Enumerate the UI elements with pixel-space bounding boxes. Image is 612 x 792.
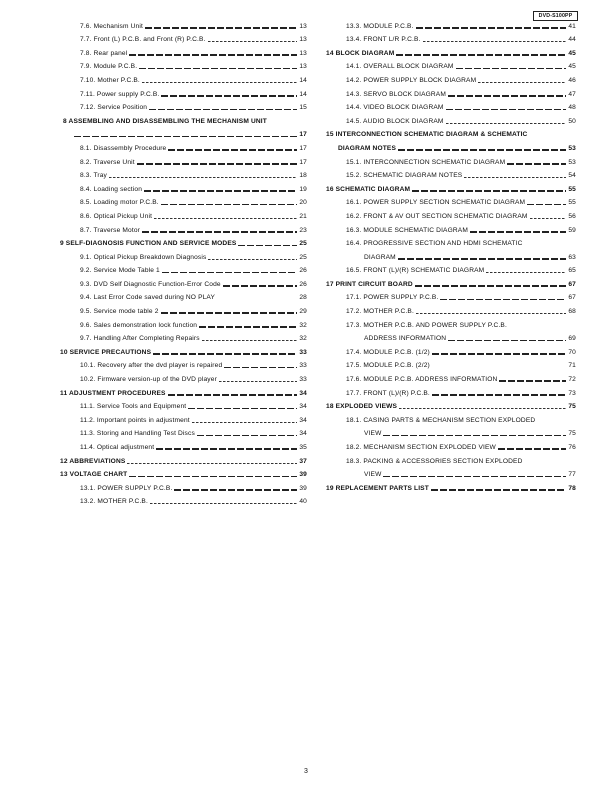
model-number-tag: DVD-S100PP	[533, 11, 578, 21]
toc-entry-title: 14.3. SERVO BLOCK DIAGRAM	[346, 90, 447, 98]
toc-entry-page: 78	[568, 484, 576, 492]
toc-entry-title: 16.4. PROGRESSIVE SECTION AND HDMI SCHEMATIC	[346, 240, 523, 248]
toc-entry-14-3[interactable]	[326, 85, 576, 99]
dot-leader	[223, 285, 297, 287]
dot-leader	[498, 448, 566, 450]
dot-leader	[156, 448, 297, 450]
toc-entry-page: 13	[299, 22, 307, 30]
toc-entry-11-2[interactable]	[60, 411, 307, 425]
toc-entry-title: 7.6. Mechanism Unit	[80, 22, 143, 30]
toc-entry-8-2[interactable]	[60, 153, 307, 167]
dot-leader	[144, 190, 297, 192]
toc-entry-18-2[interactable]	[326, 438, 576, 452]
toc-entry-title: 14.1. OVERALL BLOCK DIAGRAM	[346, 63, 454, 71]
toc-entry-13[interactable]	[60, 466, 307, 480]
toc-entry-page: 41	[568, 22, 576, 30]
toc-entry-page: 75	[568, 430, 576, 438]
toc-entry-title: 13.2. MOTHER P.C.B.	[80, 498, 148, 506]
toc-entry-title: 7.7. Front (L) P.C.B. and Front (R) P.C.B.	[80, 36, 206, 44]
dot-leader	[149, 109, 297, 111]
toc-entry-title: VIEW	[364, 471, 382, 479]
dot-leader	[396, 54, 566, 56]
toc-entry-title: 8 ASSEMBLING AND DISASSEMBLING THE MECHANISM UNIT	[63, 117, 267, 125]
toc-entry-page: 34	[299, 416, 307, 424]
toc-entry-16-4[interactable]	[326, 248, 576, 262]
toc-entry-title: 17.4. MODULE P.C.B. (1/2)	[346, 348, 430, 356]
toc-entry-page: 34	[299, 389, 307, 397]
toc-entry-9-7[interactable]	[60, 330, 307, 344]
toc-entry-title: 11.3. Storing and Handling Test Discs	[80, 430, 195, 438]
dot-leader	[161, 204, 297, 206]
toc-entry-title: 13.1. POWER SUPPLY P.C.B.	[80, 484, 173, 492]
toc-entry-page: 19	[299, 185, 307, 193]
toc-entry-title: 9.3. DVD Self Diagnostic Function-Error Code	[80, 280, 221, 288]
toc-entry-title: 8.7. Traverse Motor	[80, 226, 141, 234]
toc-entry-title: 16.5. FRONT (L)/(R) SCHEMATIC DIAGRAM	[346, 267, 485, 275]
toc-entry-title: 7.11. Power supply P.C.B.	[80, 90, 160, 98]
toc-entry-13-4[interactable]	[326, 31, 576, 45]
dot-leader	[416, 313, 566, 314]
dot-leader	[446, 123, 566, 124]
toc-entry-page: 29	[299, 308, 307, 316]
toc-entry-title: 11 ADJUSTMENT PROCEDURES	[60, 389, 166, 397]
toc-entry-title: 17.1. POWER SUPPLY P.C.B.	[346, 294, 439, 302]
dot-leader	[150, 503, 297, 504]
toc-entry-8-1[interactable]	[60, 139, 307, 153]
dot-leader	[142, 82, 297, 83]
toc-entry-page: 54	[568, 172, 576, 180]
dot-leader	[202, 340, 297, 341]
toc-entry-page: 46	[568, 76, 576, 84]
toc-entry-9-4[interactable]	[60, 289, 307, 303]
toc-entry-title: 17.7. FRONT (L)/(R) P.C.B.	[346, 389, 430, 397]
toc-entry-title: 9.4. Last Error Code saved during NO PLAY	[80, 294, 216, 302]
toc-entry-title: 17.5. MODULE P.C.B. (2/2)	[346, 362, 430, 370]
toc-entry-title: 14.4. VIDEO BLOCK DIAGRAM	[346, 104, 444, 112]
toc-entry-14-2[interactable]	[326, 71, 576, 85]
dot-leader	[174, 489, 297, 491]
toc-entry-8-4[interactable]	[60, 180, 307, 194]
toc-entry-9-2[interactable]	[60, 262, 307, 276]
toc-entry-11-1[interactable]	[60, 398, 307, 412]
toc-entry-title: 11.2. Important points in adjustment	[80, 416, 190, 424]
toc-entry-16-3[interactable]	[326, 221, 576, 235]
toc-entry-page: 39	[299, 484, 307, 492]
toc-entry-title: 13.4. FRONT L/R P.C.B.	[346, 36, 421, 44]
dot-leader	[432, 368, 566, 369]
toc-entry-16[interactable]	[326, 180, 576, 194]
toc-entry-page: 23	[299, 226, 307, 234]
toc-entry-title: 18.3. PACKING & ACCESSORIES SECTION EXPLODED	[346, 457, 523, 465]
toc-entry-7-6[interactable]	[60, 17, 307, 31]
toc-entry-17-2[interactable]	[326, 302, 576, 316]
dot-leader	[208, 41, 297, 42]
toc-entry-title: 16 SCHEMATIC DIAGRAM	[326, 185, 411, 193]
toc-entry-page: 28	[299, 294, 307, 302]
toc-entry-page: 67	[568, 294, 576, 302]
toc-entry-12[interactable]	[60, 452, 307, 466]
toc-entry-13-2[interactable]	[60, 493, 307, 507]
toc-entry-page: 45	[568, 49, 576, 57]
dot-leader	[431, 489, 566, 491]
toc-entry-title: 15.1. INTERCONNECTION SCHEMATIC DIAGRAM	[346, 158, 506, 166]
toc-entry-17-6[interactable]	[326, 370, 576, 384]
toc-entry-8-5[interactable]	[60, 194, 307, 208]
toc-entry-title: 7.8. Rear panel	[80, 49, 128, 57]
toc-entry-page: 33	[299, 362, 307, 370]
toc-entry-title: 18.1. CASING PARTS & MECHANISM SECTION EXPLODED	[346, 416, 536, 424]
toc-entry-19[interactable]	[326, 479, 576, 493]
toc-entry-15-1[interactable]	[326, 153, 576, 167]
dot-leader	[192, 422, 297, 423]
dot-leader	[154, 218, 297, 219]
toc-entry-title: 17.2. MOTHER P.C.B.	[346, 308, 414, 316]
toc-entry-title: 14.5. AUDIO BLOCK DIAGRAM	[346, 117, 444, 125]
toc-entry-title: 15 INTERCONNECTION SCHEMATIC DIAGRAM & SCHEMATIC	[326, 131, 528, 139]
toc-entry-page: 37	[299, 457, 307, 465]
toc-entry-title: 7.10. Mother P.C.B.	[80, 76, 140, 84]
toc-entry-page: 70	[568, 348, 576, 356]
toc-entry-page: 35	[299, 444, 307, 451]
toc-entry-15-2[interactable]	[326, 167, 576, 181]
toc-entry-13-1[interactable]	[60, 479, 307, 493]
toc-entry-page: 13	[299, 63, 307, 71]
toc-entry-10[interactable]	[60, 343, 307, 357]
toc-entry-page: 40	[299, 498, 307, 506]
toc-entry-title: 7.9. Module P.C.B.	[80, 63, 138, 71]
dot-leader	[423, 41, 566, 42]
dot-leader	[383, 476, 566, 478]
toc-entry-18[interactable]	[326, 398, 576, 412]
dot-leader	[238, 245, 297, 247]
toc-entry-title: 8.2. Traverse Unit	[80, 158, 135, 166]
toc-entry-page: 32	[299, 321, 307, 329]
toc-entry-16-5[interactable]	[326, 262, 576, 276]
dot-leader	[74, 136, 297, 138]
toc-entry-9-6[interactable]	[60, 316, 307, 330]
toc-entry-title: 8.5. Loading motor P.C.B.	[80, 199, 159, 207]
toc-entry-page: 25	[299, 240, 307, 248]
toc-right-column	[326, 17, 576, 493]
dot-leader	[486, 272, 566, 273]
toc-entry-page: 63	[568, 253, 576, 261]
dot-leader	[448, 340, 566, 342]
dot-leader	[456, 68, 566, 70]
toc-entry-page: 17	[299, 144, 307, 152]
toc-entry-title: 13.3. MODULE P.C.B.	[346, 22, 414, 30]
toc-entry-page: 77	[568, 471, 576, 479]
toc-entry-title: DIAGRAM NOTES	[338, 144, 396, 152]
dot-leader	[139, 68, 297, 70]
toc-entry-title: 12 ABBREVIATIONS	[60, 457, 126, 465]
toc-entry-17-4[interactable]	[326, 343, 576, 357]
toc-entry-10-1[interactable]	[60, 357, 307, 371]
toc-entry-page: 17	[299, 131, 307, 139]
toc-entry-title: 14.2. POWER SUPPLY BLOCK DIAGRAM	[346, 76, 477, 84]
toc-entry-page: 55	[568, 185, 576, 193]
dot-leader	[398, 258, 566, 260]
toc-entry-14[interactable]	[326, 44, 576, 58]
toc-entry-title: 18 EXPLODED VIEWS	[326, 403, 398, 411]
toc-entry-14-4[interactable]	[326, 99, 576, 113]
toc-entry-title: ADDRESS INFORMATION	[364, 335, 447, 343]
dot-leader	[142, 231, 297, 233]
toc-entry-7-7[interactable]	[60, 31, 307, 45]
toc-entry-7-12[interactable]	[60, 99, 307, 113]
toc-entry-7-8[interactable]	[60, 44, 307, 58]
toc-entry-title: 9.1. Optical Pickup Breakdown Diagnosis	[80, 253, 207, 261]
toc-entry-page: 25	[299, 253, 307, 261]
dot-leader	[197, 435, 297, 437]
toc-entry-title: 16.1. POWER SUPPLY SECTION SCHEMATIC DIAGRAM	[346, 199, 526, 207]
dot-leader	[432, 394, 566, 396]
toc-entry-page: 55	[568, 199, 576, 207]
toc-entry-page: 15	[299, 104, 307, 112]
toc-entry-9-1[interactable]	[60, 248, 307, 262]
toc-entry-page: 26	[299, 280, 307, 288]
toc-entry-page: 13	[299, 49, 307, 57]
dot-leader	[153, 353, 297, 355]
dot-leader	[162, 272, 297, 274]
toc-entry-title: 19 REPLACEMENT PARTS LIST	[326, 484, 429, 492]
toc-entry-14-1[interactable]	[326, 58, 576, 72]
dot-leader	[527, 204, 566, 206]
toc-entry-18-3[interactable]	[326, 466, 576, 480]
toc-entry-title: 8.4. Loading section	[80, 185, 143, 193]
dot-leader	[161, 95, 297, 97]
dot-leader	[412, 190, 566, 192]
toc-entry-page: 47	[568, 90, 576, 98]
toc-entry-8[interactable]	[60, 126, 307, 140]
toc-entry-page: 21	[299, 212, 307, 220]
toc-entry-16-2[interactable]	[326, 207, 576, 221]
dot-leader	[127, 463, 297, 464]
toc-entry-13-3[interactable]	[326, 17, 576, 31]
toc-entry-15[interactable]	[326, 139, 576, 153]
toc-entry-title: 11.4. Optical adjustment	[80, 444, 155, 451]
toc-entry-page: 33	[299, 348, 307, 356]
toc-entry-17-5[interactable]	[326, 357, 576, 371]
dot-leader	[432, 353, 566, 355]
toc-entry-page: 50	[568, 117, 576, 125]
dot-leader	[168, 149, 297, 151]
toc-entry-title: 9.6. Sales demonstration lock function	[80, 321, 198, 329]
toc-entry-page: 67	[568, 280, 576, 288]
dot-leader	[530, 218, 566, 219]
toc-entry-title: 10.1. Recovery after the dvd player is repaired	[80, 362, 223, 370]
dot-leader	[208, 259, 297, 260]
toc-entry-page: 34	[299, 430, 307, 438]
toc-entry-title: 10.2. Firmware version-up of the DVD player	[80, 376, 217, 384]
toc-entry-title: VIEW	[364, 430, 382, 438]
toc-entry-title: 18.2. MECHANISM SECTION EXPLODED VIEW	[346, 444, 496, 451]
toc-entry-8-7[interactable]	[60, 221, 307, 235]
toc-entry-page: 32	[299, 335, 307, 343]
toc-entry-title: 8.3. Tray	[80, 172, 108, 180]
dot-leader	[440, 299, 566, 301]
dot-leader	[446, 109, 566, 111]
toc-entry-page: 76	[568, 444, 576, 451]
toc-entry-page: 75	[568, 403, 576, 411]
toc-entry-17-3[interactable]	[326, 330, 576, 344]
toc-entry-title: 17.3. MOTHER P.C.B. AND POWER SUPPLY P.C.B.	[346, 321, 507, 329]
toc-entry-title: DIAGRAM	[364, 253, 396, 261]
dot-leader	[470, 231, 566, 233]
toc-entry-10-2[interactable]	[60, 370, 307, 384]
toc-entry-title: 8.1. Disassembly Procedure	[80, 144, 167, 152]
toc-entry-page: 68	[568, 308, 576, 316]
toc-entry-page: 17	[299, 158, 307, 166]
toc-entry-page: 33	[299, 376, 307, 384]
toc-entry-17-1[interactable]	[326, 289, 576, 303]
toc-entry-page: 71	[568, 362, 576, 370]
toc-entry-8-6[interactable]	[60, 207, 307, 221]
dot-leader	[398, 149, 566, 151]
toc-entry-9[interactable]	[60, 235, 307, 249]
dot-leader	[383, 435, 566, 437]
toc-entry-page: 34	[299, 403, 307, 411]
toc-entry-page: 45	[568, 63, 576, 71]
toc-entry-17-7[interactable]	[326, 384, 576, 398]
toc-entry-title: 17 PRINT CIRCUIT BOARD	[326, 280, 413, 288]
dot-leader	[199, 326, 297, 328]
toc-entry-page: 69	[568, 335, 576, 343]
toc-entry-title: 9.2. Service Mode Table 1	[80, 267, 160, 275]
toc-entry-page: 53	[568, 158, 576, 166]
toc-entry-title: 13 VOLTAGE CHART	[60, 471, 128, 479]
toc-entry-title: 9.5. Service mode table 2	[80, 308, 159, 316]
toc-entry-14-5[interactable]	[326, 112, 576, 126]
dot-leader	[161, 312, 297, 314]
toc-entry-title: 9.7. Handling After Completing Repairs	[80, 335, 200, 343]
dot-leader	[168, 394, 297, 396]
toc-entry-page: 65	[568, 267, 576, 275]
dot-leader	[219, 381, 297, 382]
toc-entry-title: 11.1. Service Tools and Equipment	[80, 403, 187, 411]
toc-entry-7-11[interactable]	[60, 85, 307, 99]
toc-entry-9-3[interactable]	[60, 275, 307, 289]
toc-entry-page: 39	[299, 471, 307, 479]
toc-entry-title: 7.12. Service Position	[80, 104, 148, 112]
toc-left-column	[60, 17, 307, 506]
dot-leader	[217, 300, 297, 301]
toc-entry-title: 16.2. FRONT & AV OUT SECTION SCHEMATIC DIAGRAM	[346, 212, 528, 220]
toc-entry-title: 17.6. MODULE P.C.B. ADDRESS INFORMATION	[346, 376, 498, 384]
dot-leader	[416, 27, 566, 29]
dot-leader	[188, 408, 297, 410]
dot-leader	[224, 367, 297, 369]
toc-entry-7-9[interactable]	[60, 58, 307, 72]
dot-leader	[415, 285, 566, 287]
toc-entry-page: 26	[299, 267, 307, 275]
toc-entry-11-4[interactable]	[60, 438, 307, 452]
dot-leader	[464, 177, 566, 178]
toc-entry-9-5[interactable]	[60, 302, 307, 316]
toc-entry-11[interactable]	[60, 384, 307, 398]
toc-entry-title: 15.2. SCHEMATIC DIAGRAM NOTES	[346, 172, 463, 180]
dot-leader	[129, 54, 297, 56]
toc-entry-page: 72	[568, 376, 576, 384]
toc-entry-page: 13	[299, 36, 307, 44]
dot-leader	[137, 163, 297, 165]
toc-entry-title: 10 SERVICE PRECAUTIONS	[60, 348, 152, 356]
toc-entry-11-3[interactable]	[60, 425, 307, 439]
toc-entry-title: 14 BLOCK DIAGRAM	[326, 49, 395, 57]
toc-entry-page: 56	[568, 212, 576, 220]
dot-leader	[109, 177, 297, 178]
toc-entry-page: 53	[568, 144, 576, 152]
dot-leader	[478, 82, 566, 83]
dot-leader	[129, 476, 297, 478]
dot-leader	[448, 95, 566, 97]
toc-entry-page: 14	[299, 76, 307, 84]
toc-entry-17[interactable]	[326, 275, 576, 289]
dot-leader	[499, 380, 566, 382]
toc-entry-title: 9 SELF-DIAGNOSIS FUNCTION AND SERVICE MODES	[60, 240, 237, 248]
toc-entry-8-3[interactable]	[60, 167, 307, 181]
toc-entry-page: 18	[299, 172, 307, 180]
dot-leader	[507, 163, 566, 165]
toc-entry-18-1[interactable]	[326, 425, 576, 439]
toc-entry-title: 8.6. Optical Pickup Unit	[80, 212, 153, 220]
toc-entry-page: 20	[299, 199, 307, 207]
toc-entry-page: 59	[568, 226, 576, 234]
toc-entry-7-10[interactable]	[60, 71, 307, 85]
page-number: 3	[303, 768, 309, 775]
toc-entry-page: 73	[568, 389, 576, 397]
toc-entry-page: 14	[299, 90, 307, 98]
dot-leader	[145, 27, 297, 29]
toc-entry-title: 16.3. MODULE SCHEMATIC DIAGRAM	[346, 226, 468, 234]
toc-entry-page: 48	[568, 104, 576, 112]
toc-entry-page: 44	[568, 36, 576, 44]
dot-leader	[399, 408, 566, 409]
toc-entry-16-1[interactable]	[326, 194, 576, 208]
